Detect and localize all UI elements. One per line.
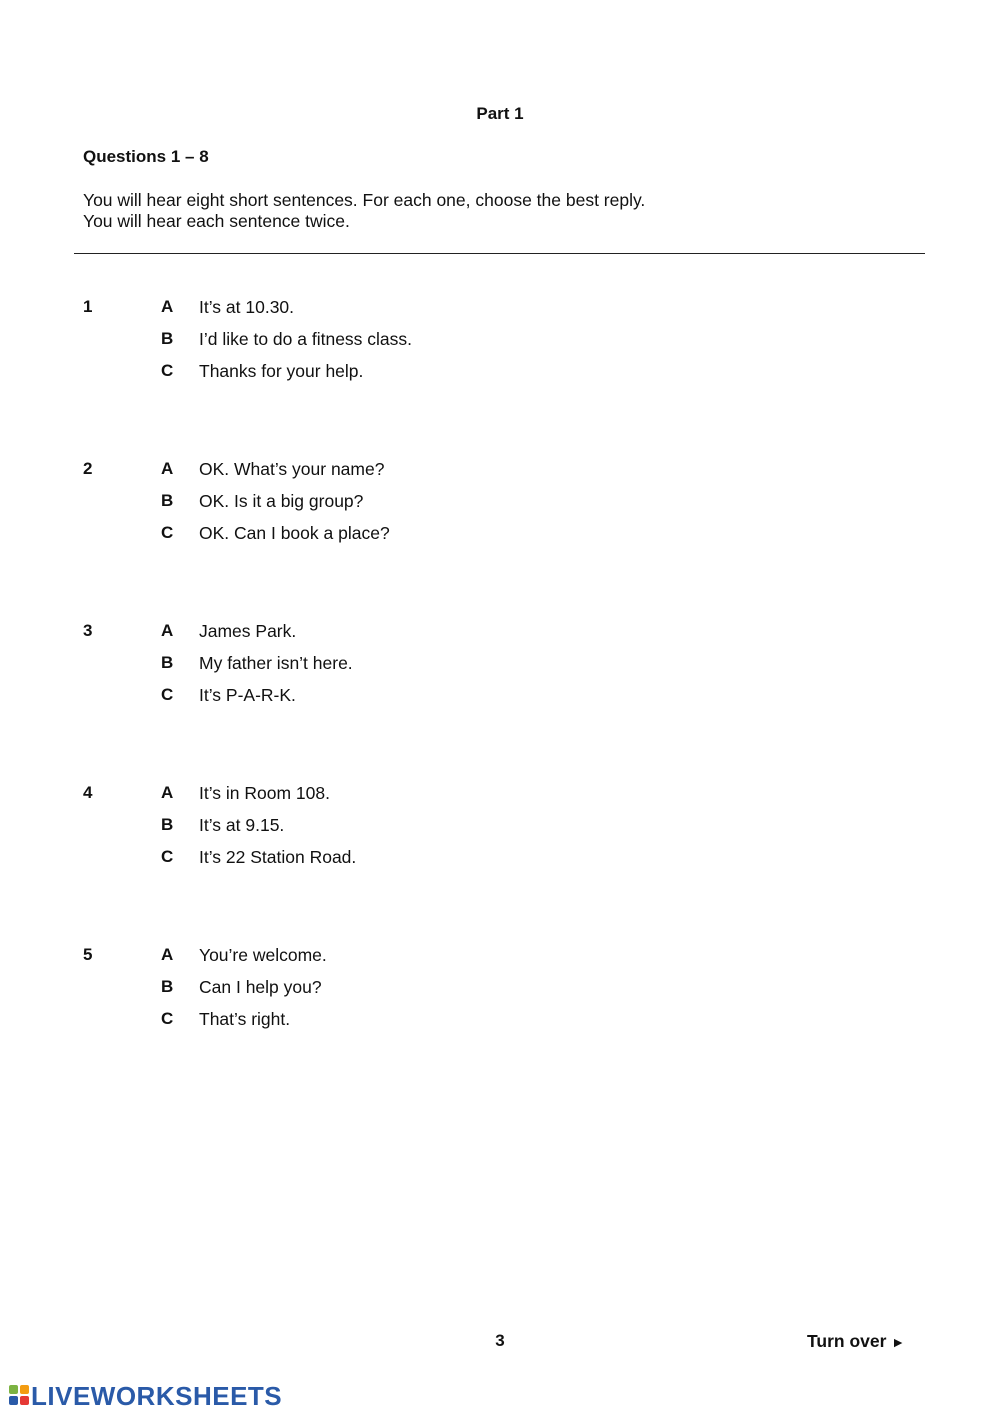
option-letter: B	[161, 329, 174, 348]
option-letter: B	[161, 815, 174, 834]
grid-square	[9, 1385, 18, 1394]
page-number: 3	[495, 1331, 505, 1350]
option-letter: C	[161, 685, 174, 704]
option-letter: B	[161, 653, 174, 672]
option-letter: A	[161, 297, 174, 316]
divider	[74, 253, 925, 254]
option-text: It’s 22 Station Road.	[199, 847, 357, 867]
grid-square	[9, 1396, 18, 1405]
part-title: Part 1	[476, 104, 524, 123]
option-text: Can I help you?	[199, 977, 322, 997]
option-text: James Park.	[199, 621, 297, 641]
option-text: It’s in Room 108.	[199, 783, 330, 803]
turn-over-arrow-icon: ►	[891, 1334, 906, 1350]
question-number: 3	[83, 621, 93, 640]
question-number: 5	[83, 945, 93, 964]
turn-over-label: Turn over	[807, 1331, 887, 1351]
question-number: 2	[83, 459, 93, 478]
option-text: It’s at 10.30.	[199, 297, 295, 317]
option-text: You’re welcome.	[199, 945, 327, 965]
option-text: It’s at 9.15.	[199, 815, 285, 835]
question-number: 1	[83, 297, 93, 316]
worksheet-grid-icon	[8, 1384, 30, 1406]
option-text: I’d like to do a fitness class.	[199, 329, 413, 349]
option-text: OK. Is it a big group?	[199, 491, 364, 511]
option-letter: B	[161, 977, 174, 996]
instruction-line: You will hear each sentence twice.	[83, 211, 350, 231]
option-text: OK. What’s your name?	[199, 459, 385, 479]
option-letter: C	[161, 847, 174, 866]
option-letter: B	[161, 491, 174, 510]
grid-square	[20, 1396, 29, 1405]
option-text: Thanks for your help.	[199, 361, 364, 381]
option-letter: A	[161, 945, 174, 964]
brand-name: LIVEWORKSHEETS	[31, 1381, 283, 1411]
grid-square	[20, 1385, 29, 1394]
option-letter: A	[161, 459, 174, 478]
option-text: That’s right.	[199, 1009, 291, 1029]
option-letter: C	[161, 1009, 174, 1028]
instructions	[83, 190, 645, 232]
option-letter: A	[161, 621, 174, 640]
question-number: 4	[83, 783, 93, 802]
option-letter: C	[161, 361, 174, 380]
option-text: OK. Can I book a place?	[199, 523, 390, 543]
turn-over	[807, 1331, 905, 1352]
question-range: Questions 1 – 8	[83, 147, 209, 166]
instruction-line: You will hear eight short sentences. For each one, choose the best reply.	[83, 190, 646, 210]
option-letter: C	[161, 523, 174, 542]
option-letter: A	[161, 783, 174, 802]
option-text: It’s P-A-R-K.	[199, 685, 296, 705]
option-text: My father isn’t here.	[199, 653, 353, 673]
